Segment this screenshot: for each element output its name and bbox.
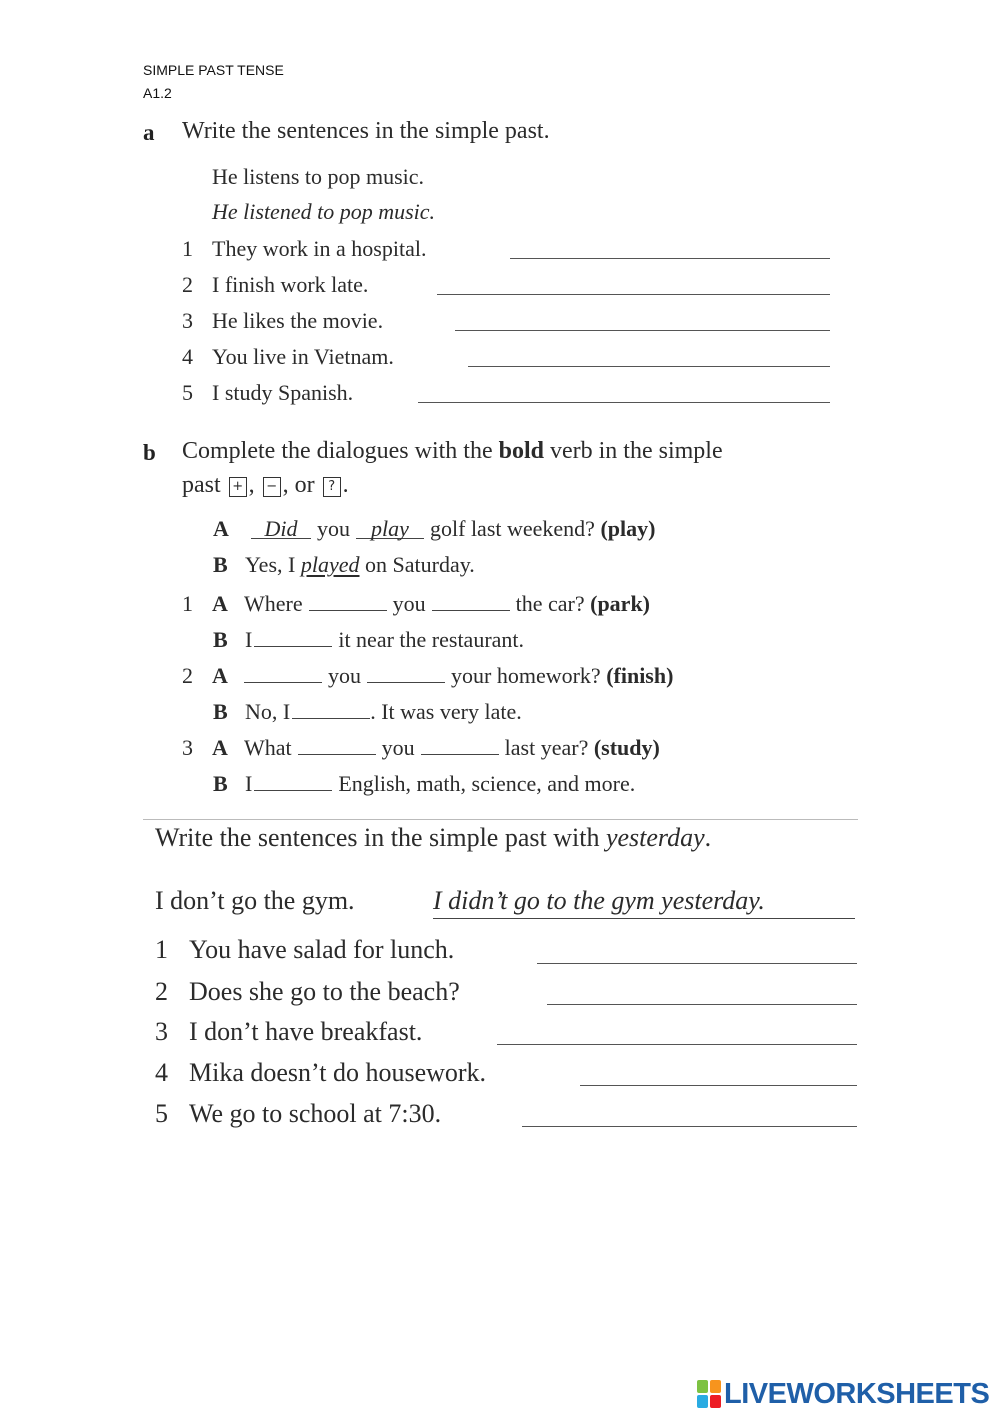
item-text: They work in a hospital. (212, 236, 427, 261)
dialogue-1-b (213, 624, 524, 653)
section-a-item (182, 236, 426, 262)
logo-square-icon (710, 1380, 721, 1393)
dialogue-text: golf last weekend? (430, 516, 595, 541)
item-text: We go to school at 7:30. (189, 1099, 442, 1128)
example-fill: played (300, 552, 360, 577)
instruction-bold-word: bold (498, 438, 544, 464)
section-divider (143, 819, 858, 820)
dialogue-text: on Saturday. (365, 552, 475, 577)
example-fill: Did (251, 516, 311, 539)
dialogue-3-b (213, 768, 635, 797)
example-line-b (213, 552, 475, 578)
item-number: 4 (182, 344, 193, 369)
answer-blank[interactable] (455, 330, 830, 331)
question-box-icon: ? (323, 477, 341, 497)
speaker-a: A (213, 516, 229, 541)
logo-square-icon (697, 1380, 708, 1393)
item-text: He likes the movie. (212, 308, 384, 333)
speaker-a: A (212, 663, 228, 688)
dialogue-text: I (245, 627, 253, 652)
bold-verb: (park) (590, 591, 651, 616)
item-text: Does she go to the beach? (189, 977, 460, 1006)
dialogue-text: Where (244, 591, 303, 616)
section-b-letter: b (143, 440, 156, 465)
dialogue-text: your homework? (451, 663, 601, 688)
section-c-instruction (155, 823, 711, 853)
answer-blank[interactable] (418, 402, 830, 403)
dialogue-text: you (328, 663, 361, 688)
dialogue-text: Yes, I (245, 552, 296, 577)
answer-blank[interactable] (497, 1044, 857, 1045)
item-text: I study Spanish. (212, 380, 354, 405)
section-c-item (155, 1099, 441, 1129)
instruction-text: Complete the dialogues with the (182, 438, 499, 464)
item-number: 5 (155, 1099, 168, 1128)
worksheet-title: SIMPLE PAST TENSE (143, 62, 284, 78)
plus-box-icon: + (229, 477, 247, 497)
section-c-item (155, 1058, 486, 1088)
answer-blank[interactable] (421, 732, 499, 755)
speaker-a: A (212, 735, 228, 760)
answer-blank[interactable] (510, 258, 830, 259)
answer-blank[interactable] (309, 588, 387, 611)
item-text: I don’t have breakfast. (189, 1017, 423, 1046)
dialogue-text: you (381, 735, 415, 760)
liveworksheets-logo (697, 1377, 989, 1411)
item-number: 1 (182, 236, 193, 261)
section-b-instruction-line2: past + , − , or ? . (182, 472, 349, 498)
dialogue-text: you (317, 516, 350, 541)
logo-text: LIVEWORKSHEETS (724, 1377, 990, 1410)
dialogue-text: No, I (245, 699, 291, 724)
dialogue-text: . It was very late. (370, 699, 522, 724)
logo-square-icon (697, 1395, 708, 1408)
item-number: 5 (182, 380, 193, 405)
answer-blank[interactable] (244, 660, 322, 683)
dialogue-1-a (182, 588, 650, 617)
dialogue-text: you (392, 591, 426, 616)
dialogue-text: English, math, science, and more. (338, 771, 636, 796)
dialogue-text: last year? (504, 735, 589, 760)
section-c-item (155, 977, 460, 1007)
instruction-text: Write the sentences in the simple past with (155, 823, 606, 852)
item-number: 2 (182, 663, 193, 688)
answer-blank[interactable] (537, 963, 857, 964)
answer-blank[interactable] (547, 1004, 857, 1005)
or-text: or (294, 472, 315, 498)
section-a-item (182, 344, 394, 370)
dialogue-3-a (182, 732, 660, 761)
item-number: 1 (155, 935, 168, 964)
worksheet-level: A1.2 (143, 85, 172, 101)
logo-square-icon (710, 1395, 721, 1408)
section-c-example-answer: I didn’t go to the gym yesterday. (433, 886, 855, 919)
speaker-b: B (213, 627, 228, 652)
answer-blank[interactable] (367, 660, 445, 683)
logo-mark-icon (697, 1380, 721, 1408)
answer-blank[interactable] (522, 1126, 857, 1127)
item-number: 1 (182, 591, 193, 616)
answer-blank[interactable] (298, 732, 376, 755)
minus-box-icon: − (263, 477, 281, 497)
item-number: 2 (155, 977, 168, 1006)
speaker-a: A (212, 591, 228, 616)
section-a-item (182, 380, 353, 406)
section-a-item (182, 308, 383, 334)
speaker-b: B (213, 771, 228, 796)
item-number: 4 (155, 1058, 168, 1087)
dialogue-2-a (182, 660, 673, 689)
bold-verb: (finish) (606, 663, 674, 688)
instruction-italic-word: yesterday (605, 823, 705, 852)
section-c-item (155, 935, 454, 965)
speaker-b: B (213, 699, 228, 724)
dialogue-text: I (245, 771, 253, 796)
section-a-letter: a (143, 120, 155, 145)
dialogue-text: the car? (515, 591, 585, 616)
item-number: 3 (182, 735, 193, 760)
instruction-text: verb in the simple (543, 438, 723, 464)
section-a-instruction: Write the sentences in the simple past. (182, 118, 550, 144)
answer-blank[interactable] (254, 768, 332, 791)
answer-blank[interactable] (437, 294, 830, 295)
section-c-item (155, 1017, 422, 1047)
item-number: 3 (155, 1017, 168, 1046)
item-number: 2 (182, 272, 193, 297)
dialogue-text: What (244, 735, 292, 760)
instruction-text: past (182, 472, 221, 498)
section-b-instruction (182, 438, 723, 465)
section-a-example-answer: He listened to pop music. (212, 199, 436, 224)
bold-verb: (study) (593, 735, 660, 760)
answer-blank[interactable] (292, 696, 370, 719)
answer-blank[interactable] (580, 1085, 857, 1086)
example-line-a (213, 516, 655, 542)
section-a-example-prompt: He listens to pop music. (212, 164, 425, 189)
item-text: Mika doesn’t do housework. (189, 1058, 487, 1087)
dialogue-2-b (213, 696, 522, 725)
item-text: I finish work late. (212, 272, 369, 297)
example-fill: play (356, 516, 424, 539)
answer-blank[interactable] (468, 366, 830, 367)
speaker-b: B (213, 552, 228, 577)
answer-blank[interactable] (432, 588, 510, 611)
bold-verb: (play) (600, 516, 656, 541)
section-c-example-prompt: I don’t go the gym. (155, 886, 355, 915)
answer-blank[interactable] (254, 624, 332, 647)
instruction-text: . (704, 823, 712, 852)
item-text: You live in Vietnam. (212, 344, 394, 369)
item-number: 3 (182, 308, 193, 333)
item-text: You have salad for lunch. (189, 935, 455, 964)
dialogue-text: it near the restaurant. (338, 627, 525, 652)
section-a-item (182, 272, 368, 298)
